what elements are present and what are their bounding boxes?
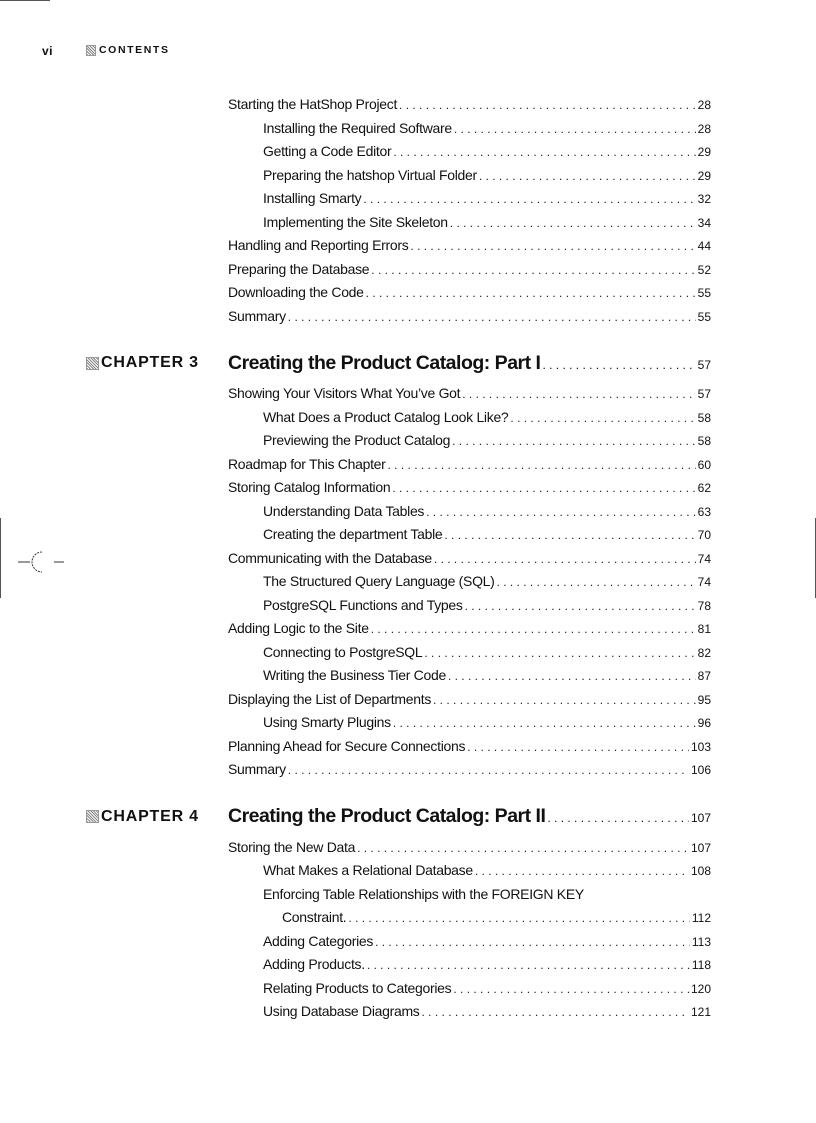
toc-entry[interactable] [263,526,711,550]
page-ref: 52 [697,262,711,277]
page-number: vi [42,44,54,58]
entry-title: Storing the New Data [228,838,356,855]
entry-title: PostgreSQL Functions and Types [263,596,463,613]
entry-title: Displaying the List of Departments [228,690,432,707]
leader-dots [371,622,696,636]
toc-entry[interactable] [228,308,711,332]
leader-dots [422,1005,689,1019]
toc-entry[interactable] [228,385,711,409]
page-ref: 74 [697,575,711,589]
leader-dots [497,575,696,589]
page-ref: 95 [697,692,711,707]
entry-title: Using Smarty Plugins [263,714,391,730]
page-ref: 63 [697,504,711,519]
toc-entry[interactable] [263,432,711,456]
entry-title: Communicating with the Database [228,549,432,566]
entry-title: Creating the department Table [263,526,443,542]
leader-dots [434,552,696,566]
page-ref: 55 [697,309,711,324]
chapter-title: Creating the Product Catalog: Part II [228,805,546,827]
leader-dots [475,864,689,878]
toc-entry[interactable] [263,980,711,1004]
toc-entry[interactable] [263,714,711,738]
toc-entry[interactable] [263,644,711,668]
leader-dots [462,387,695,401]
chapter-heading-4[interactable] [0,795,816,839]
leader-dots [410,239,695,253]
chapter-title: Creating the Product Catalog: Part I [228,351,541,374]
top-rule [0,0,50,1]
leader-dots [392,481,695,495]
toc-entry[interactable] [282,909,711,933]
entry-title: Enforcing Table Relationships with the FOREIGN KEY [263,885,584,902]
entry-title: Using Database Diagrams [263,1003,420,1019]
page-ref: 60 [697,457,711,472]
shaded-square-icon [86,810,99,823]
toc-entry[interactable] [263,573,711,597]
entry-title: Understanding Data Tables [263,502,425,519]
shaded-square-icon [86,45,96,56]
entry-title: The Structured Query Language (SQL) [263,573,495,589]
entry-title: Downloading the Code [228,284,364,300]
entry-title: Starting the HatShop Project [228,96,398,112]
toc-entry[interactable] [263,190,711,214]
leader-dots [467,740,689,754]
page-ref: 107 [690,840,711,855]
leader-dots [363,192,695,206]
table-of-contents [0,96,816,1027]
page-ref: 74 [697,551,711,566]
leader-dots [393,716,696,730]
leader-dots [465,599,696,613]
leader-dots [479,169,696,183]
toc-entry[interactable] [228,691,711,715]
page-ref: 112 [691,911,711,925]
leader-dots [547,811,689,825]
toc-entry[interactable] [263,214,711,238]
toc-group-chapter-4 [0,839,816,1027]
entry-title: Storing Catalog Information [228,479,391,495]
chapter-heading-3[interactable] [0,341,816,385]
page-ref: 29 [697,145,711,159]
entry-title: Relating Products to Categories [263,979,452,996]
entry-title: Constraint. [282,909,347,925]
toc-entry[interactable] [228,284,711,308]
page-ref: 62 [697,481,711,495]
leader-dots [453,982,689,996]
entry-title: Summary [228,761,286,777]
toc-entry[interactable] [228,839,711,863]
page-ref: 70 [697,528,711,542]
entry-title: Installing the Required Software [263,119,452,136]
leader-dots [367,958,690,972]
toc-entry[interactable] [228,738,711,762]
entry-title: Adding Products. [263,956,365,972]
entry-title: Adding Categories [263,932,374,949]
leader-dots [450,216,696,230]
leader-dots [444,528,695,542]
toc-entry[interactable] [263,1003,711,1027]
leader-dots [375,935,690,949]
page-ref: 58 [697,410,711,425]
page-ref: 87 [697,669,711,683]
toc-entry[interactable] [263,503,711,527]
toc-entry[interactable] [263,597,711,621]
page-ref: 29 [697,168,711,183]
entry-title: Preparing the hatshop Virtual Folder [263,166,477,183]
leader-dots [366,286,696,300]
page-ref: 57 [697,387,711,401]
toc-entry[interactable] [263,956,711,980]
leader-dots [424,646,695,660]
entry-title: What Makes a Relational Database [263,862,473,878]
toc-entry[interactable] [228,761,711,785]
page-ref: 32 [697,192,711,206]
leader-dots [452,434,696,448]
entry-title: Handling and Reporting Errors [228,237,409,253]
toc-entry[interactable] [263,862,711,886]
entry-title: Planning Ahead for Secure Connections [228,737,466,754]
page-ref: 82 [697,645,711,660]
leader-dots [542,358,695,372]
leader-dots [510,411,695,425]
leader-dots [433,693,696,707]
leader-dots [448,669,696,683]
toc-entry[interactable] [228,456,711,480]
leader-dots [288,310,696,324]
entry-title: Summary [228,307,286,324]
entry-title: Adding Logic to the Site [228,620,369,636]
leader-dots [454,122,696,136]
section-title: CONTENTS [99,44,170,56]
toc-group-chapter-3 [0,385,816,785]
page-ref: 107 [690,811,711,825]
toc-group-chapter-2 [0,96,816,331]
toc-entry[interactable] [263,667,711,691]
toc-entry[interactable] [228,620,711,644]
leader-dots [371,263,695,277]
page-ref: 118 [691,958,711,972]
page-ref: 55 [697,286,711,300]
shaded-square-icon [86,357,99,370]
entry-title: What Does a Product Catalog Look Like? [263,408,509,425]
entry-title: Previewing the Product Catalog [263,432,451,448]
leader-dots [399,98,696,112]
page-ref: 58 [697,434,711,448]
chapter-label: CHAPTER 4 [86,808,199,826]
entry-title: Installing Smarty [263,190,362,206]
page-ref: 44 [697,239,711,253]
page-ref: 103 [690,739,711,754]
entry-title: Connecting to PostgreSQL [263,643,423,660]
page-ref: 78 [697,598,711,613]
leader-dots [393,145,695,159]
toc-entry[interactable] [263,933,711,957]
page-ref: 28 [697,98,711,112]
toc-entry[interactable] [263,167,711,191]
chapter-label: CHAPTER 3 [86,354,199,372]
leader-dots [288,763,689,777]
toc-entry[interactable] [263,886,711,910]
entry-title: Roadmap for This Chapter [228,455,386,472]
page-ref: 121 [690,1005,711,1019]
toc-entry[interactable] [263,409,711,433]
page-ref: 120 [690,981,711,996]
page-ref: 96 [697,716,711,730]
toc-entry[interactable] [263,120,711,144]
toc-entry[interactable] [228,550,711,574]
page-ref: 34 [697,215,711,230]
toc-entry[interactable] [263,143,711,167]
leader-dots [388,458,696,472]
running-header [86,44,170,56]
toc-entry[interactable] [228,261,711,285]
page-ref: 108 [690,864,711,878]
leader-dots [348,911,689,925]
entry-title: Writing the Business Tier Code [263,667,446,683]
entry-title: Getting a Code Editor [263,143,392,159]
page-ref: 113 [691,934,711,949]
entry-title: Implementing the Site Skeleton [263,213,448,230]
entry-title: Showing Your Visitors What You’ve Got [228,385,461,401]
page-ref: 106 [690,763,711,777]
page-ref: 81 [697,622,711,636]
page-ref: 57 [697,357,711,372]
page-ref: 28 [697,121,711,136]
leader-dots [357,841,689,855]
entry-title: Preparing the Database [228,260,370,277]
leader-dots [426,505,696,519]
toc-entry[interactable] [228,479,711,503]
toc-entry[interactable] [228,237,711,261]
toc-entry[interactable] [228,96,711,120]
